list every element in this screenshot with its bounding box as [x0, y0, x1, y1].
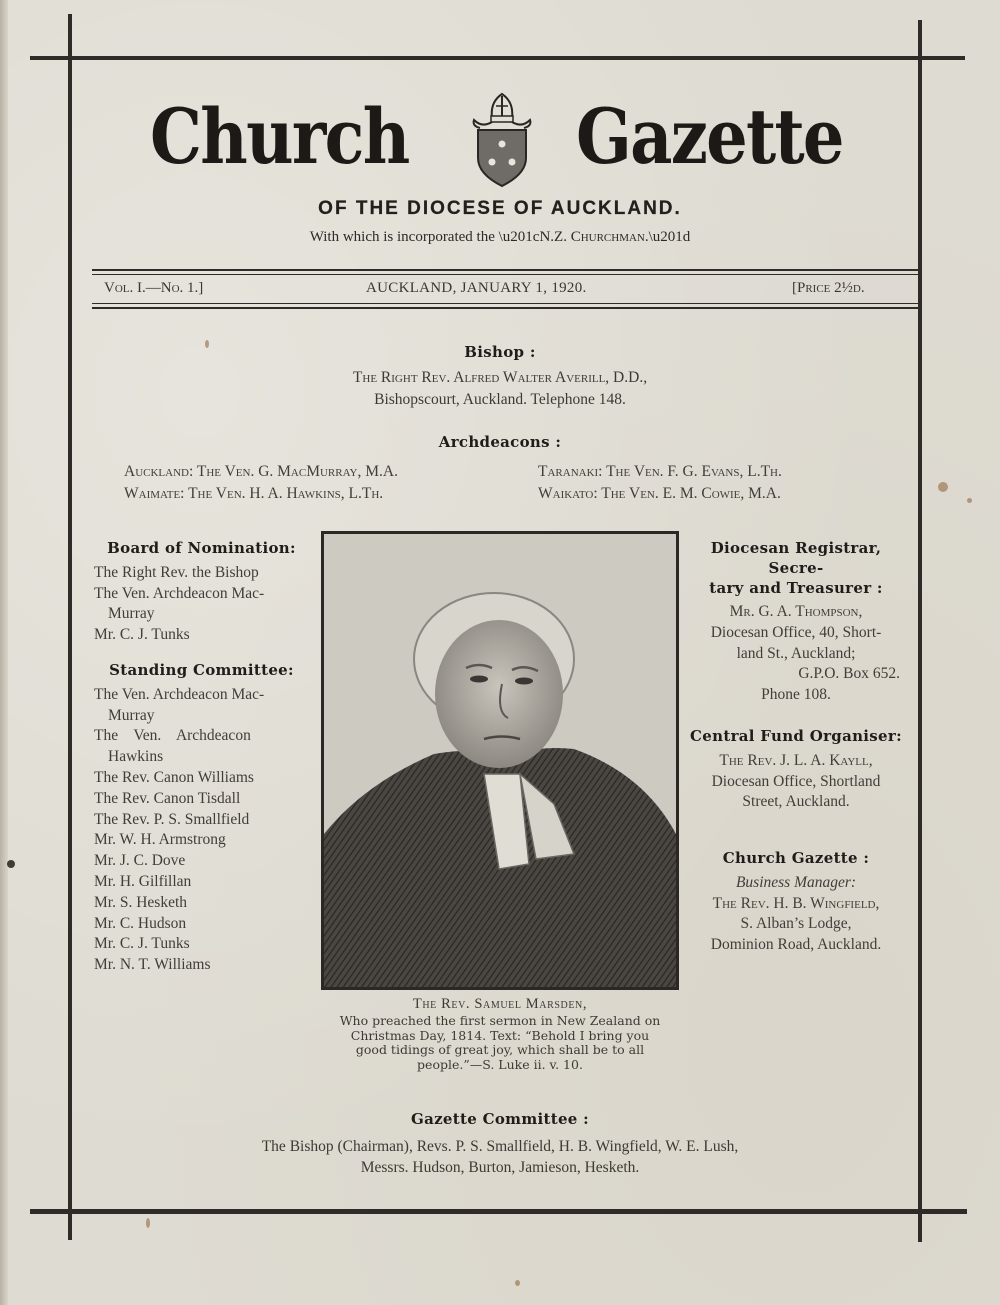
list-item: The Ven. Archdeacon Mac-	[94, 584, 265, 602]
business-manager-address-line: Dominion Road, Auckland.	[710, 936, 882, 954]
engraved-portrait-samuel-marsden	[324, 534, 676, 987]
gazette-committee-line: Messrs. Hudson, Burton, Jamieson, Hesketh.	[360, 1159, 640, 1176]
registrar-heading: Diocesan Registrar, Secre- tary and Treasurer :	[709, 539, 883, 597]
registrar-po-box: G.P.O. Box 652.	[798, 665, 900, 683]
portrait-caption-name: The Rev. Samuel Marsden,	[412, 996, 588, 1012]
board-of-nomination-heading: Board of Nomination:	[107, 539, 296, 557]
issue-price: [Price 2½d.	[792, 280, 865, 296]
volume-number: Vol. I.—No. 1.]	[104, 280, 204, 296]
central-fund-name: The Rev. J. L. A. Kayll,	[719, 751, 873, 769]
list-item: Mr. W. H. Armstrong	[94, 831, 226, 849]
central-fund-address-line: Diocesan Office, Shortland	[711, 772, 881, 790]
gazette-committee-heading: Gazette Committee :	[410, 1110, 589, 1128]
dateline-bottom-rule-2	[92, 307, 922, 309]
masthead-title-gazette: Gazette	[576, 92, 843, 181]
list-item: Mr. J. C. Dove	[94, 852, 186, 870]
bishop-heading: Bishop :	[464, 343, 536, 361]
archdeacon-taranaki: Taranaki: The Ven. F. G. Evans, L.Th.	[538, 463, 782, 480]
gazette-committee-line: The Bishop (Chairman), Revs. P. S. Smallfield, H. B. Wingfield, W. E. Lush,	[261, 1138, 739, 1155]
archdeacon-auckland: Auckland: The Ven. G. MacMurray, M.A.	[124, 463, 398, 480]
registrar-name: Mr. G. A. Thompson,	[729, 603, 863, 620]
dateline-top-rule-2	[92, 274, 922, 275]
list-item: Mr. C. J. Tunks	[94, 626, 190, 644]
list-item: Hawkins	[108, 748, 164, 766]
list-item: The Rev. P. S. Smallfield	[94, 810, 250, 828]
list-item: Murray	[108, 706, 155, 724]
list-item: The Right Rev. the Bishop	[94, 563, 259, 581]
archdeacon-waikato: Waikato: The Ven. E. M. Cowie, M.A.	[538, 485, 781, 502]
church-gazette-heading: Church Gazette :	[722, 849, 870, 867]
bishop-address: Bishopscourt, Auckland. Telephone 148.	[374, 391, 626, 408]
paper-stain	[205, 340, 209, 348]
list-item: The Rev. Canon Tisdall	[94, 789, 241, 807]
registrar-phone: Phone 108.	[761, 686, 831, 704]
masthead-subtitle: OF THE DIOCESE OF AUCKLAND.	[318, 198, 682, 219]
archdeacons-heading: Archdeacons :	[438, 433, 562, 451]
portrait-frame	[321, 531, 679, 990]
border-top-rule	[30, 56, 965, 60]
masthead-incorporated-note: With which is incorporated the \u201cN.Z. Churchman.\u201d	[309, 229, 691, 245]
central-fund-heading: Central Fund Organiser:	[690, 727, 902, 745]
business-manager-label: Business Manager:	[735, 873, 857, 891]
caption-line: people.”—S. Luke ii. v. 10.	[417, 1056, 583, 1072]
border-bottom-rule	[30, 1209, 967, 1214]
list-item: Mr. C. Hudson	[94, 914, 187, 932]
portrait-caption-text	[322, 1014, 678, 1072]
paper-stain	[7, 860, 15, 868]
list-item: Mr. N. T. Williams	[94, 956, 211, 974]
caption-line: Who preached the first sermon in New Zealand on	[339, 1013, 661, 1028]
list-item: The Ven. Archdeacon	[94, 727, 251, 745]
paper-stain	[967, 498, 972, 503]
paper-stain	[515, 1280, 520, 1286]
dateline-bottom-rule	[92, 303, 922, 304]
dateline-top-rule	[92, 269, 922, 271]
bishop-name: The Right Rev. Alfred Walter Averill, D.D.,	[352, 369, 648, 386]
paper-stain	[146, 1218, 150, 1228]
list-item: The Ven. Archdeacon Mac-	[94, 685, 265, 703]
central-fund-address-line: Street, Auckland.	[742, 793, 850, 811]
caption-line: good tidings of great joy, which shall be to all	[355, 1042, 645, 1057]
church-gazette-manager	[686, 848, 906, 956]
caption-line: Christmas Day, 1814. Text: “Behold I bring you	[350, 1027, 650, 1043]
mitre-shield-crest-icon	[462, 88, 542, 188]
list-item: Murray	[108, 605, 155, 623]
list-item: Mr. S. Hesketh	[94, 893, 187, 911]
business-manager-address-line: S. Alban’s Lodge,	[740, 915, 852, 933]
diocesan-registrar	[686, 538, 906, 706]
masthead-title-church: Church	[150, 92, 409, 181]
list-item: Mr. C. J. Tunks	[94, 935, 190, 953]
registrar-address-line: land St., Auckland;	[736, 644, 856, 662]
issue-date: AUCKLAND, JANUARY 1, 1920.	[366, 280, 587, 296]
standing-committee	[94, 660, 309, 976]
business-manager-name: The Rev. H. B. Wingfield,	[712, 894, 880, 912]
list-item: The Rev. Canon Williams	[94, 768, 254, 786]
list-item: Mr. H. Gilfillan	[94, 872, 192, 890]
board-of-nomination	[94, 538, 309, 646]
registrar-address-line: Diocesan Office, 40, Short-	[710, 623, 882, 641]
archdeacon-waimate: Waimate: The Ven. H. A. Hawkins, L.Th.	[124, 485, 384, 502]
standing-committee-heading: Standing Committee:	[109, 661, 294, 679]
central-fund-organiser	[686, 726, 906, 813]
paper-stain	[938, 482, 948, 492]
